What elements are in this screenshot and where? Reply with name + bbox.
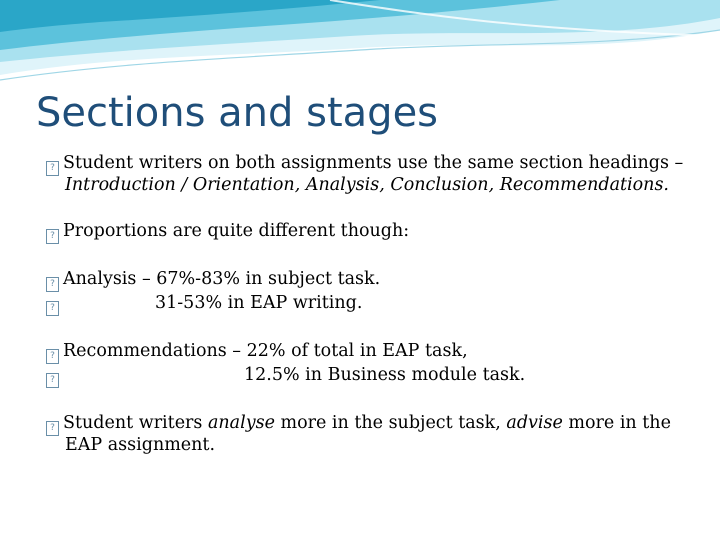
bullet-item: [46, 294, 362, 316]
bullet-marker-icon: ?: [46, 229, 59, 244]
page-title: Sections and stages: [36, 90, 439, 136]
bullet-text-continued: EAP assignment.: [65, 435, 216, 455]
bullet-marker-icon: ?: [46, 421, 59, 436]
bullet-marker-icon: ?: [46, 301, 59, 316]
bullet-text: Proportions are quite different though:: [63, 221, 410, 241]
header-wave-decoration: [0, 0, 720, 90]
bullet-item: [46, 154, 683, 195]
bullet-item: [46, 270, 380, 292]
bullet-text: 31-53% in EAP writing.: [155, 293, 363, 313]
bullet-text: 12.5% in Business module task.: [244, 365, 526, 385]
bullet-marker-icon: ?: [46, 349, 59, 364]
bullet-text: Recommendations – 22% of total in EAP task,: [63, 341, 468, 361]
bullet-text: Analysis – 67%-83% in subject task.: [63, 269, 381, 289]
bullet-text-continued: Introduction / Orientation, Analysis, Conclusion, Recommendations.: [65, 175, 669, 195]
bullet-marker-icon: ?: [46, 373, 59, 388]
bullet-item: [46, 414, 671, 455]
bullet-marker-icon: ?: [46, 277, 59, 292]
bullet-item: [46, 222, 409, 244]
bullet-item: [46, 366, 525, 388]
bullet-text: Student writers on both assignments use the same section headings –: [63, 153, 684, 173]
bullet-text: Student writers analyse more in the subject task, advise more in the: [63, 413, 671, 433]
bullet-marker-icon: ?: [46, 161, 59, 176]
bullet-item: [46, 342, 468, 364]
